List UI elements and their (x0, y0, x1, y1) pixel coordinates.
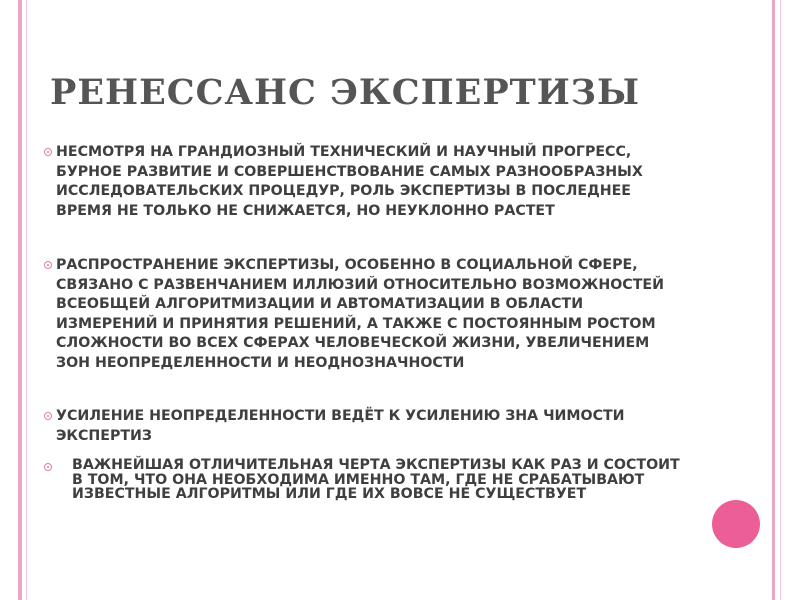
bullet-item (44, 407, 684, 446)
decorative-pink-circle (712, 500, 760, 548)
bullet-circle-icon (44, 261, 52, 269)
bullet-circle-icon (44, 148, 52, 156)
slide-title: РЕНЕССАНС ЭКСПЕРТИЗЫ (50, 72, 641, 113)
bullet-text: ВАЖНЕЙШАЯ ОТЛИЧИТЕЛЬНАЯ ЧЕРТА ЭКСПЕРТИЗЫ КАК РАЗ И СОСТОИТ В ТОМ, ЧТО ОНА НЕОБХОДИМА ИМЕННО ТАМ, ГДЕ НЕ СРАБАТЫВАЮТ ИЗВЕСТНЫЕ АЛГОРИТМЫ ИЛИ ГДЕ ИХ ВОВСЕ НЕ СУЩЕСТВУЕТ (72, 457, 680, 502)
slide-right-border-thin (780, 0, 781, 600)
slide-right-border (772, 0, 775, 600)
bullet-text: УСИЛЕНИЕ НЕОПРЕДЕЛЕННОСТИ ВЕДЁТ К УСИЛЕНИЮ ЗНА ЧИМОСТИ ЭКСПЕРТИЗ (56, 408, 625, 444)
slide-left-border-thin (26, 0, 27, 600)
bullet-text: РАСПРОСТРАНЕНИЕ ЭКСПЕРТИЗЫ, ОСОБЕННО В СОЦИАЛЬНОЙ СФЕРЕ, СВЯЗАНО С РАЗВЕНЧАНИЕМ ИЛЛЮЗИЙ ОТНОСИТЕЛЬНО ВОЗМОЖНОСТЕЙ ВСЕОБЩЕЙ АЛГОРИТМИЗАЦИИ И АВТОМАТИЗАЦИИ В ОБЛАСТИ ИЗМЕРЕНИЙ И ПРИНЯТИЯ РЕШЕНИЙ, А ТАКЖЕ С ПОСТОЯННЫМ РОСТОМ СЛОЖНОСТИ ВО ВСЕХ СФЕРАХ ЧЕЛОВЕЧЕСКОЙ ЖИЗНИ, УВЕЛИЧЕНИЕМ ЗОН НЕОПРЕДЕЛЕННОСТИ И НЕОДНОЗНАЧНОСТИ (56, 257, 664, 371)
bullet-item (44, 256, 684, 373)
slide-left-border (18, 0, 22, 600)
bullet-item (44, 143, 684, 221)
bullet-circle-icon (44, 412, 52, 420)
bullet-item (44, 458, 684, 502)
bullet-circle-icon (44, 463, 52, 471)
bullet-text: НЕСМОТРЯ НА ГРАНДИОЗНЫЙ ТЕХНИЧЕСКИЙ И НАУЧНЫЙ ПРОГРЕСС, БУРНОЕ РАЗВИТИЕ И СОВЕРШЕНСТВОВАНИЕ САМЫХ РАЗНООБРАЗНЫХ ИССЛЕДОВАТЕЛЬСКИХ ПРОЦЕДУР, РОЛЬ ЭКСПЕРТИЗЫ В ПОСЛЕДНЕЕ ВРЕМЯ НЕ ТОЛЬКО НЕ СНИЖАЕТСЯ, НО НЕУКЛОННО РАСТЕТ (56, 144, 643, 219)
